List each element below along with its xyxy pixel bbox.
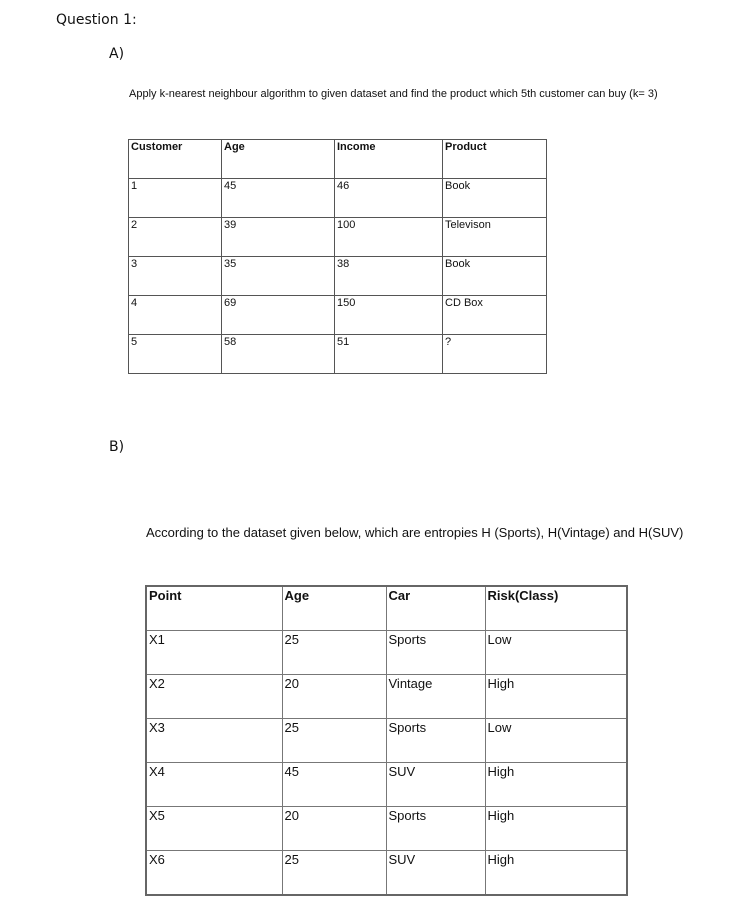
table-cell: 46 xyxy=(335,179,443,218)
table-header-row xyxy=(146,586,627,631)
table-cell: High xyxy=(485,763,627,807)
header-cell: Risk(Class) xyxy=(485,586,627,631)
table-cell: 69 xyxy=(222,296,335,335)
header-cell: Age xyxy=(222,140,335,179)
table-header-row xyxy=(129,140,547,179)
table-cell: X4 xyxy=(146,763,282,807)
table-cell: 5 xyxy=(129,335,222,374)
table-cell: SUV xyxy=(386,851,485,896)
table-row xyxy=(146,631,627,675)
header-cell: Age xyxy=(282,586,386,631)
table-row xyxy=(146,719,627,763)
table-cell: High xyxy=(485,675,627,719)
table-cell: High xyxy=(485,807,627,851)
table-cell: Sports xyxy=(386,631,485,675)
table-cell: 25 xyxy=(282,851,386,896)
table-cell: Book xyxy=(443,179,547,218)
table-row xyxy=(146,763,627,807)
section-a-label: A) xyxy=(109,46,125,62)
section-a-prompt: Apply k-nearest neighbour algorithm to given dataset and find the product which 5th customer can buy (k= 3) xyxy=(129,88,658,100)
table-cell: 25 xyxy=(282,719,386,763)
table-cell: Sports xyxy=(386,719,485,763)
table-cell: 20 xyxy=(282,675,386,719)
table-cell: 3 xyxy=(129,257,222,296)
table-cell: X5 xyxy=(146,807,282,851)
table-cell: X2 xyxy=(146,675,282,719)
header-cell: Product xyxy=(443,140,547,179)
section-b-label: B) xyxy=(109,439,125,455)
header-cell: Income xyxy=(335,140,443,179)
table-cell: Low xyxy=(485,631,627,675)
table-cell: 45 xyxy=(282,763,386,807)
table-cell: 38 xyxy=(335,257,443,296)
table-cell: 1 xyxy=(129,179,222,218)
table-row xyxy=(129,218,547,257)
table-cell: ? xyxy=(443,335,547,374)
table-cell: 39 xyxy=(222,218,335,257)
table-cell: High xyxy=(485,851,627,896)
table-cell: Book xyxy=(443,257,547,296)
table-row xyxy=(129,296,547,335)
header-cell: Customer xyxy=(129,140,222,179)
table-cell: 4 xyxy=(129,296,222,335)
table-cell: 25 xyxy=(282,631,386,675)
table-cell: Low xyxy=(485,719,627,763)
table-cell: 150 xyxy=(335,296,443,335)
table-row xyxy=(129,179,547,218)
table-row xyxy=(146,851,627,896)
question-title: Question 1: xyxy=(56,12,137,28)
table-row xyxy=(146,675,627,719)
table-cell: X6 xyxy=(146,851,282,896)
table-cell: 58 xyxy=(222,335,335,374)
table-cell: Vintage xyxy=(386,675,485,719)
table-cell: 100 xyxy=(335,218,443,257)
table-cell: X1 xyxy=(146,631,282,675)
header-cell: Point xyxy=(146,586,282,631)
customer-table xyxy=(128,139,547,374)
table-cell: Televison xyxy=(443,218,547,257)
section-b-prompt: According to the dataset given below, which are entropies H (Sports), H(Vintage) and H(SUV) xyxy=(146,525,684,540)
header-cell: Car xyxy=(386,586,485,631)
table-cell: Sports xyxy=(386,807,485,851)
table-row xyxy=(129,335,547,374)
table-row xyxy=(146,807,627,851)
table-cell: X3 xyxy=(146,719,282,763)
table-cell: CD Box xyxy=(443,296,547,335)
table-cell: 45 xyxy=(222,179,335,218)
table-cell: 35 xyxy=(222,257,335,296)
table-row xyxy=(129,257,547,296)
table-cell: 20 xyxy=(282,807,386,851)
table-cell: 2 xyxy=(129,218,222,257)
table-cell: SUV xyxy=(386,763,485,807)
risk-table xyxy=(145,585,628,896)
table-cell: 51 xyxy=(335,335,443,374)
